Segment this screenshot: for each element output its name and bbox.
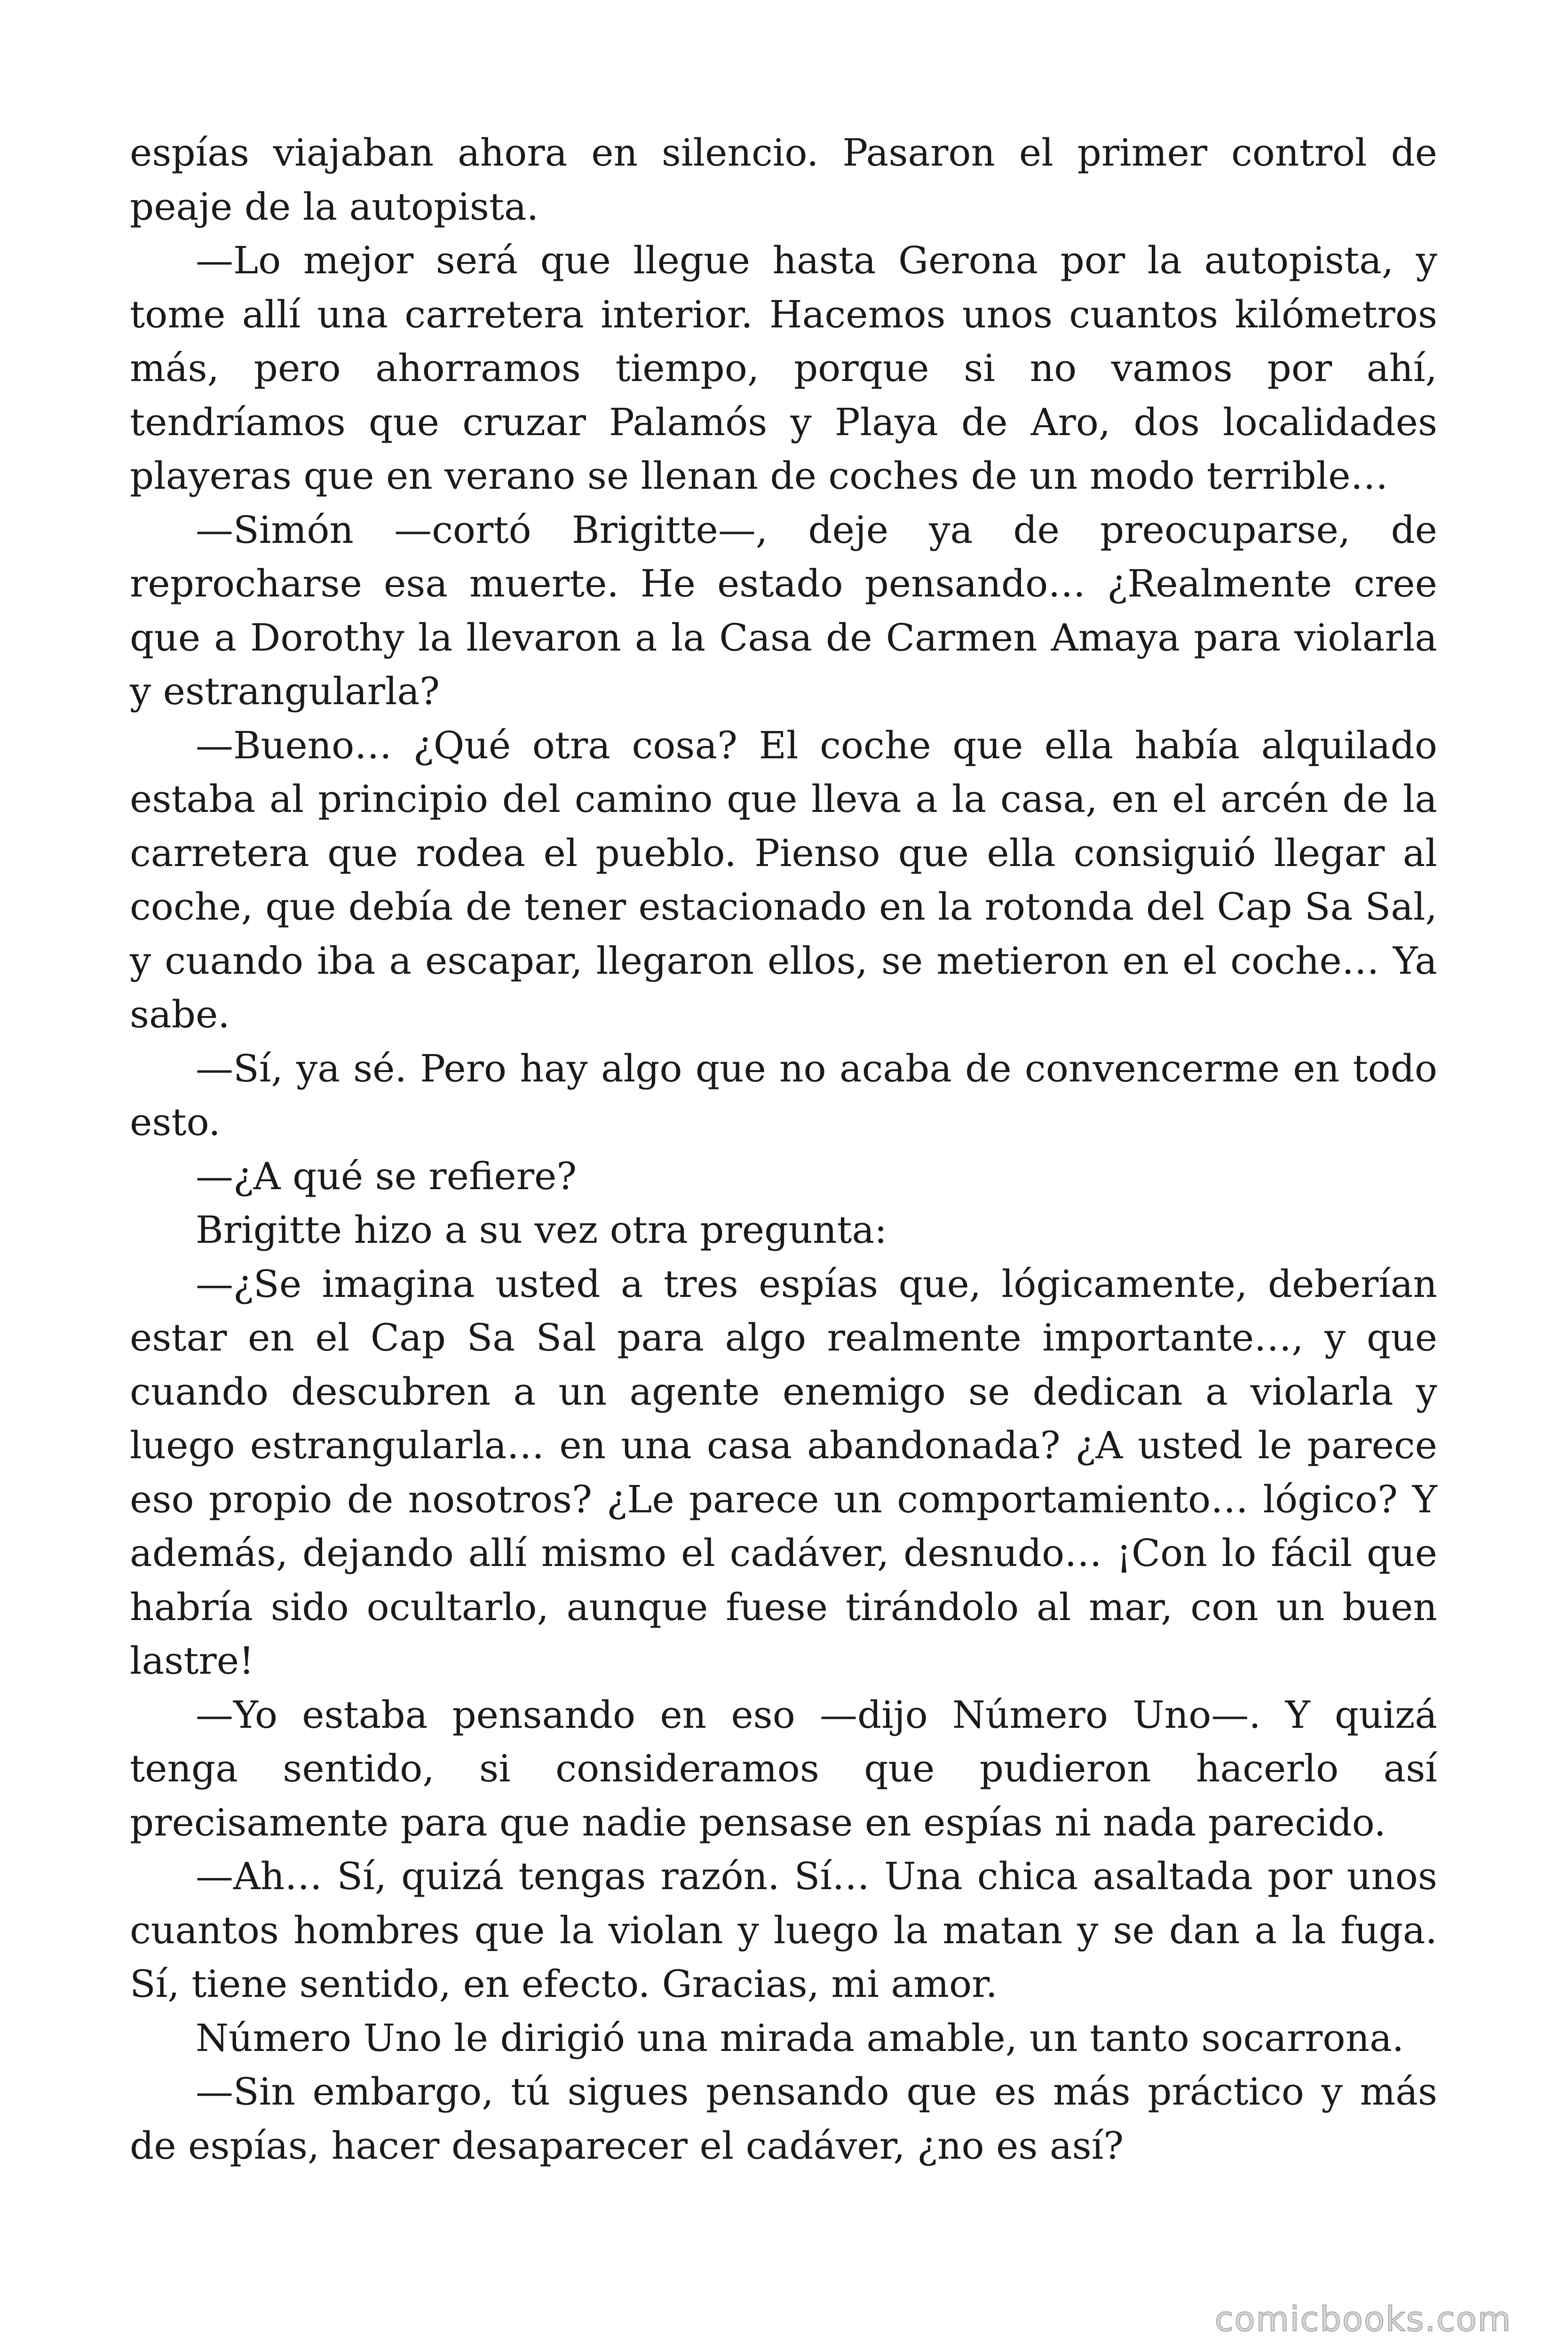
- watermark: comicbooks.com: [1214, 2299, 1512, 2339]
- paragraph-11: Número Uno le dirigió una mirada amable, un tanto socarrona.: [196, 2016, 1404, 2060]
- paragraph-2: —Lo mejor será que llegue hasta Gerona por la autopista, y tome allí una carretera interior. Hacemos unos cuantos kilómetros más, pero ahorramos tiempo, porque si no vamos por ahí, tendríamos que cruzar Palamós y Playa de Aro, dos localidades playeras que en verano se llenan de coches de un modo terrible…: [130, 238, 1437, 498]
- paragraph-9: —Yo estaba pensando en eso —dijo Número Uno—. Y quizá tenga sentido, si consideramos que pudieron hacerlo así precisamente para que nadie pensase en espías ni nada parecido.: [130, 1692, 1437, 1844]
- paragraph-8: —¿Se imagina usted a tres espías que, lógicamente, deberían estar en el Cap Sa Sal para algo realmente importante…, y que cuando descubren a un agente enemigo se dedican a violarla y luego estrangularla… en una casa abandonada? ¿A usted le parece eso propio de nosotros? ¿Le parece un comportamiento… lógico? Y además, dejando allí mismo el cadáver, desnudo… ¡Con lo fácil que habría sido ocultarlo, aunque fuese tirándolo al mar, con un buen lastre!: [130, 1262, 1437, 1683]
- page-body: [130, 126, 1437, 2173]
- paragraph-1: espías viajaban ahora en silencio. Pasaron el primer control de peaje de la autopista.: [130, 131, 1437, 229]
- paragraph-10: —Ah… Sí, quizá tengas razón. Sí… Una chica asaltada por unos cuantos hombres que la violan y luego la matan y se dan a la fuga. Sí, tiene sentido, en efecto. Gracias, mi amor.: [130, 1854, 1437, 2006]
- paragraph-6: —¿A qué se refiere?: [196, 1154, 577, 1198]
- paragraph-7: Brigitte hizo a su vez otra pregunta:: [196, 1208, 887, 1252]
- paragraph-3: —Simón —cortó Brigitte—, deje ya de preocuparse, de reprocharse esa muerte. He estado pensando… ¿Realmente cree que a Dorothy la llevaron a la Casa de Carmen Amaya para violarla y estrangularla?: [130, 508, 1437, 713]
- paragraph-5: —Sí, ya sé. Pero hay algo que no acaba de convencerme en todo esto.: [130, 1046, 1437, 1144]
- paragraph-4: —Bueno… ¿Qué otra cosa? El coche que ella había alquilado estaba al principio del camino que lleva a la casa, en el arcén de la carretera que rodea el pueblo. Pienso que ella consiguió llegar al coche, que debía de tener estacionado en la rotonda del Cap Sa Sal, y cuando iba a escapar, llegaron ellos, se metieron en el coche… Ya sabe.: [130, 723, 1437, 1036]
- paragraph-12: —Sin embargo, tú sigues pensando que es más práctico y más de espías, hacer desaparecer el cadáver, ¿no es así?: [130, 2070, 1437, 2168]
